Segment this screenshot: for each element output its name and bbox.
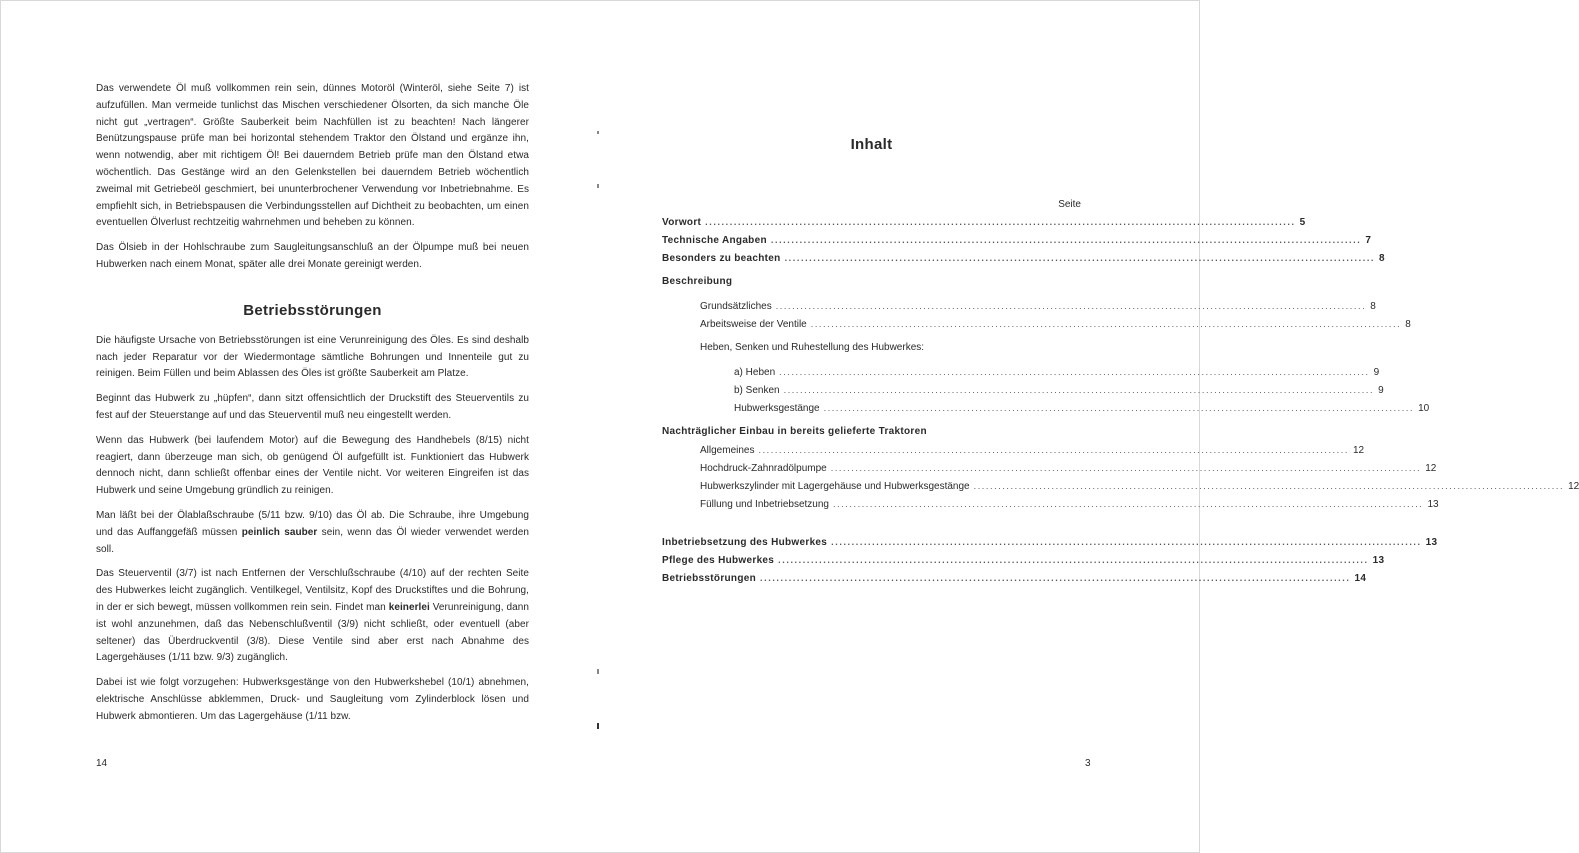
paragraph-oel-rein: Das verwendete Öl muß vollkommen rein sein, dünnes Motoröl (Winteröl, siehe Seite 7) ist aufzufüllen. Man vermeide tunlichst das Mischen verschiedener Ölsorten, da sich manche Öle nicht gut „vertragen“. Größte Sauberkeit beim Nachfüllen ist zu beachten! Nach längerer Benützungspause prüfe man bei horizontal stehendem Traktor den Ölstand und ergänze ihn, wenn notwendig, aber mit richtigem Öl! Bei dauerndem Betrieb prüfe man den Ölstand etwa wöchentlich. Das Gestänge wird an den Gelenkstellen bei dauerndem Betrieb wöchentlich zweimal mit Getriebeöl geschmiert, bei ununterbrochener Verwendung vor Inbetriebnahme. Es empfiehlt sich, in Betriebspausen die Verbindungsstellen auf Dichtheit zu beobachten, um einen eventuellen Ölverlust rechtzeitig wahrnehmen und beheben zu können. bbox=[96, 83, 529, 229]
toc-leader-dots: ................................................................................................................................................ bbox=[778, 555, 1369, 565]
toc-entry-label: Besonders zu beachten bbox=[662, 253, 781, 264]
text-segment: Verunreinigung, dann ist wohl anzunehmen, daß das Nebenschlußventil (3/9) nicht schließt, oder eventuell (aber seltener) das Überdruckventil (3/8). Diese Ventile sind aber erst nach Abnahme des Lagergehäuses (1/11 bzw. 9/3) zugänglich. bbox=[96, 601, 529, 664]
toc-entry bbox=[662, 533, 1438, 551]
toc-entry-page: 13 bbox=[1372, 555, 1385, 566]
emphasis-peinlich-sauber: peinlich sauber bbox=[241, 526, 318, 538]
toc-leader-dots: ................................................................................................................................................ bbox=[831, 537, 1422, 547]
gutter-speck bbox=[597, 723, 599, 729]
spacer bbox=[662, 513, 1081, 533]
toc-entry-label: Füllung und Inbetriebsetzung bbox=[700, 499, 829, 510]
toc-entry-label: Hubwerksgestänge bbox=[734, 403, 820, 414]
page-number-left: 14 bbox=[96, 758, 108, 769]
toc-entry-page: 14 bbox=[1354, 573, 1367, 584]
toc-entry-page: 9 bbox=[1373, 367, 1380, 378]
toc-entry-page: 8 bbox=[1379, 253, 1385, 264]
toc-entry-page: 13 bbox=[1427, 499, 1439, 510]
toc-leader-dots: ................................................................................................................................................ bbox=[775, 301, 1367, 311]
toc-entry-label: Technische Angaben bbox=[662, 235, 767, 246]
toc-entry-page: 12 bbox=[1425, 463, 1437, 474]
gutter-speck bbox=[597, 184, 599, 188]
toc-section-heading: Beschreibung bbox=[662, 276, 733, 287]
text-segment: Man läßt bei der Ölablaßschraube (5/11 bzw. 9/10) das Öl ab. Die Schraube, ihre Umgebung und das Auffanggefäß müssen bbox=[96, 509, 529, 538]
emphasis-keinerlei: keinerlei bbox=[388, 601, 430, 613]
toc-leader-dots: ................................................................................................................................................ bbox=[973, 481, 1565, 491]
toc-entry-label: Grundsätzliches bbox=[700, 301, 772, 312]
toc-leader-dots: ................................................................................................................................................ bbox=[783, 385, 1375, 395]
text-segment: Das Steuerventil (3/7) ist nach Entfernen der Verschlußschraube (4/10) auf der rechten Seite des Hubwerkes leicht zugänglich. Ventilkegel, Ventilsitz, Kopf des Druckstiftes und die Bohrung, in der er sich bewegt, müssen vollkommen rein sein. Findet man bbox=[96, 568, 529, 613]
toc-leader-dots: ................................................................................................................................................ bbox=[779, 367, 1370, 377]
paragraph-oelablass bbox=[96, 508, 529, 558]
toc-leader-dots: ................................................................................................................................................ bbox=[784, 253, 1376, 263]
toc-entry-label: Vorwort bbox=[662, 217, 702, 228]
toc-entry bbox=[662, 213, 1306, 231]
section-heading-betriebsstoerungen: Betriebsstörungen bbox=[243, 301, 382, 319]
toc-seite-label: Seite bbox=[1058, 199, 1081, 210]
paragraph-oelsieb: Das Ölsieb in der Hohlschraube zum Saugleitungsanschluß an der Ölpumpe muß bei neuen Hubwerken nach einem Monat, später alle drei Monate gereinigt werden. bbox=[96, 242, 529, 270]
gutter-speck bbox=[597, 131, 599, 134]
paragraph-steuerventil bbox=[96, 566, 529, 667]
toc-entry-page: 5 bbox=[1299, 217, 1306, 228]
paragraph-huepfen: Beginnt das Hubwerk zu „hüpfen“, dann sitzt offensichtlich der Druckstift des Steuerventils zu fest auf der Steuerstange auf und das Steuerventil muß neu eingestellt werden. bbox=[96, 393, 529, 421]
toc-entry bbox=[662, 315, 1411, 333]
toc-entry-page: 12 bbox=[1352, 445, 1365, 456]
toc-entry-label: Hochdruck-Zahnradölpumpe bbox=[700, 463, 827, 474]
toc-entry bbox=[662, 363, 1380, 381]
toc-leader-dots: ................................................................................................................................................ bbox=[830, 463, 1422, 473]
paragraph-ursache: Die häufigste Ursache von Betriebsstörungen ist eine Verunreinigung des Öles. Es sind deshalb nach jeder Reparatur vor der Wiedermontage sämtliche Bohrungen und Innenteile gut zu reinigen. Beim Füllen und beim Ablassen des Öles ist größte Sauberkeit am Platze. bbox=[96, 334, 529, 380]
toc-entry-label: Hubwerkszylinder mit Lagergehäuse und Hubwerksgestänge bbox=[700, 481, 970, 492]
paragraph-handhebel: Wenn das Hubwerk (bei laufendem Motor) auf die Bewegung des Handhebels (8/15) nicht reagiert, dann überzeuge man sich, ob genügend Öl aufgefüllt ist. Funktioniert das Hubwerk dennoch nicht, dann schließt offenbar eines der Ventile nicht. Vor weiteren Eingreifen ist das Hubwerk und seine Umgebung gründlich zu reinigen. bbox=[96, 434, 529, 497]
toc-entry bbox=[662, 459, 1437, 477]
toc-entry-page: 8 bbox=[1405, 319, 1411, 330]
toc-entry-label: a) Heben bbox=[734, 367, 776, 378]
toc-entry bbox=[662, 551, 1385, 569]
toc-leader-dots: ................................................................................................................................................ bbox=[705, 217, 1296, 227]
toc-leader-dots: ................................................................................................................................................ bbox=[760, 573, 1351, 583]
toc-entry bbox=[662, 381, 1384, 399]
page-number-right: 3 bbox=[1085, 758, 1091, 769]
toc-entry-label: Pflege des Hubwerkes bbox=[662, 555, 775, 566]
paragraph-vorgehen: Dabei ist wie folgt vorzugehen: Hubwerksgestänge von den Hubwerkshebel (10/1) abnehmen, elektrische Anschlüsse abklemmen, Druck- und Saugleitung vom Zylinderblock lösen und Hubwerk abmontieren. Um das Lagergehäuse (1/11 bzw. bbox=[96, 677, 529, 722]
toc-entry-label: Betriebsstörungen bbox=[662, 573, 757, 584]
toc-entry-label: Allgemeines bbox=[700, 445, 755, 456]
toc-entry-label: Arbeitsweise der Ventile bbox=[700, 319, 807, 330]
toc-entry bbox=[662, 441, 1365, 459]
toc-entry-page: 10 bbox=[1418, 403, 1430, 414]
toc-entry-page: 12 bbox=[1568, 481, 1579, 492]
toc-title: Inhalt bbox=[850, 136, 893, 153]
toc-leader-dots: ................................................................................................................................................ bbox=[823, 403, 1415, 413]
toc-entry bbox=[662, 297, 1376, 315]
gutter-speck bbox=[597, 669, 599, 674]
toc-leader-dots: ................................................................................................................................................ bbox=[770, 235, 1362, 245]
text-segment: sein, wenn das Öl wieder verwendet werden soll. bbox=[96, 526, 530, 555]
left-page bbox=[96, 81, 529, 734]
toc-entry bbox=[662, 495, 1439, 513]
toc-entry bbox=[662, 569, 1367, 587]
toc-entry-page: 13 bbox=[1425, 537, 1438, 548]
toc-leader-dots: ................................................................................................................................................ bbox=[758, 445, 1349, 455]
toc-entry-page: 9 bbox=[1378, 385, 1384, 396]
toc-entry bbox=[662, 399, 1430, 417]
toc-entry-page: 7 bbox=[1365, 235, 1372, 246]
toc-subheading: Heben, Senken und Ruhestellung des Hubwerkes: bbox=[700, 342, 925, 353]
toc-entry bbox=[662, 231, 1372, 249]
toc-entry-label: b) Senken bbox=[734, 385, 780, 396]
toc-entry-label: Inbetriebsetzung des Hubwerkes bbox=[662, 537, 828, 548]
toc-section-heading: Nachträglicher Einbau in bereits gelieferte Traktoren bbox=[662, 426, 927, 437]
toc-leader-dots: ................................................................................................................................................ bbox=[810, 319, 1402, 329]
right-page bbox=[662, 136, 1579, 587]
toc-entry-page: 8 bbox=[1370, 301, 1376, 312]
toc-leader-dots: ................................................................................................................................................ bbox=[832, 499, 1424, 509]
toc-entry bbox=[662, 249, 1385, 267]
toc-entry bbox=[662, 477, 1579, 495]
